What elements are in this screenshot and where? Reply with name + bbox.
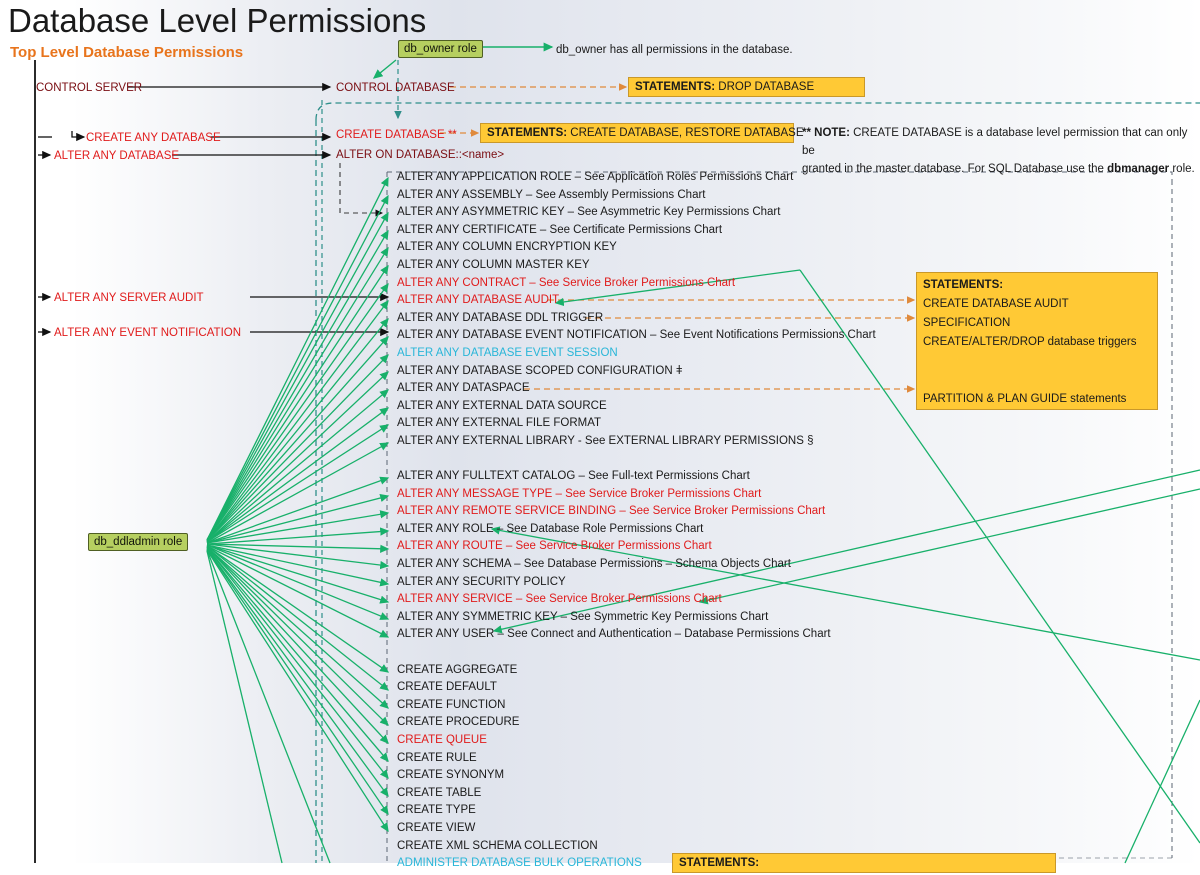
permission-list <box>397 171 876 875</box>
permission-item: ALTER ANY DATABASE DDL TRIGGER <box>397 311 604 324</box>
permission-item: ALTER ANY REMOTE SERVICE BINDING – See Service Broker Permissions Chart <box>397 505 826 518</box>
section-subtitle: Top Level Database Permissions <box>10 44 244 61</box>
permission-spacer <box>397 646 876 664</box>
server-perm-create-any-database: CREATE ANY DATABASE <box>86 132 221 144</box>
db-perm-control-database: CONTROL DATABASE <box>336 82 455 94</box>
statements-value: DROP DATABASE <box>715 81 815 93</box>
db-perm-alter-on-database: ALTER ON DATABASE::<name> <box>336 149 505 161</box>
create-database-note <box>802 124 1198 178</box>
permission-item: ALTER ANY ASSEMBLY – See Assembly Permissions Chart <box>397 188 706 201</box>
permission-item: CREATE XML SCHEMA COLLECTION <box>397 839 598 852</box>
statements-value: CREATE DATABASE, RESTORE DATABASE <box>567 127 804 139</box>
statements-line-2: CREATE/ALTER/DROP database triggers <box>923 336 1137 348</box>
permission-item: ALTER ANY DATABASE EVENT SESSION <box>397 346 618 359</box>
note-label: ** NOTE: <box>802 127 850 139</box>
server-perm-control-server: CONTROL SERVER <box>36 82 143 94</box>
permission-item: ALTER ANY CONTRACT – See Service Broker Permissions Chart <box>397 276 736 289</box>
statements-spacer-1 <box>923 352 1151 371</box>
statements-label: STATEMENTS: <box>635 81 716 93</box>
permission-item: ALTER ANY SECURITY POLICY <box>397 575 566 588</box>
note-line2b: role. <box>1169 163 1195 175</box>
permission-item: CREATE PROCEDURE <box>397 716 520 729</box>
left-axis-bar <box>34 60 36 863</box>
statements-audit-box <box>916 272 1158 410</box>
permission-item: ALTER ANY COLUMN MASTER KEY <box>397 258 590 271</box>
permission-item: ALTER ANY EXTERNAL FILE FORMAT <box>397 417 602 430</box>
permission-item: CREATE TYPE <box>397 804 476 817</box>
permission-item: ALTER ANY DATABASE EVENT NOTIFICATION – See Event Notifications Permissions Chart <box>397 329 876 342</box>
role-db-ddladmin[interactable]: db_ddladmin role <box>88 533 188 551</box>
permission-item: CREATE FUNCTION <box>397 698 506 711</box>
permission-item: ALTER ANY USER – See Connect and Authentication – Database Permissions Chart <box>397 628 831 641</box>
permission-item: CREATE DEFAULT <box>397 681 497 694</box>
permission-item: CREATE VIEW <box>397 821 476 834</box>
note-line1: CREATE DATABASE is a database level permission that can only be <box>802 127 1188 157</box>
permission-item: ALTER ANY CERTIFICATE – See Certificate Permissions Chart <box>397 223 723 236</box>
permission-item: ALTER ANY COLUMN ENCRYPTION KEY <box>397 241 617 254</box>
permission-item: CREATE SYNONYM <box>397 769 505 782</box>
permission-item: ALTER ANY ROUTE – See Service Broker Permissions Chart <box>397 540 712 553</box>
permission-item: ALTER ANY DATABASE SCOPED CONFIGURATION ǂ <box>397 364 683 377</box>
permission-item: ALTER ANY APPLICATION ROLE – See Application Roles Permissions Chart <box>397 171 794 183</box>
statements-line-5: PARTITION & PLAN GUIDE statements <box>923 393 1127 405</box>
permission-item: ALTER ANY SCHEMA – See Database Permissions – Schema Objects Chart <box>397 558 791 571</box>
db-owner-note: db_owner has all permissions in the database. <box>556 44 793 56</box>
server-perm-alter-any-server-audit: ALTER ANY SERVER AUDIT <box>54 292 204 304</box>
statements-label: STATEMENTS: <box>487 127 568 139</box>
permission-item: ALTER ANY SYMMETRIC KEY – See Symmetric Key Permissions Chart <box>397 610 769 623</box>
permission-spacer <box>397 453 876 471</box>
permission-item: CREATE RULE <box>397 751 477 764</box>
statements-spacer-2 <box>923 371 1151 390</box>
statements-label: STATEMENTS: <box>923 279 1004 291</box>
server-perm-alter-any-event-notification: ALTER ANY EVENT NOTIFICATION <box>54 327 242 339</box>
permission-item: ALTER ANY ROLE – See Database Role Permissions Chart <box>397 522 704 535</box>
permission-item: ALTER ANY ASYMMETRIC KEY – See Asymmetric Key Permissions Chart <box>397 206 781 219</box>
page-title: Database Level Permissions <box>8 2 427 39</box>
permission-item: ALTER ANY MESSAGE TYPE – See Service Broker Permissions Chart <box>397 487 762 500</box>
permission-item: CREATE TABLE <box>397 786 482 799</box>
note-line2a: granted in the master database. For SQL Database use the <box>802 163 1108 175</box>
statements-line-1: CREATE DATABASE AUDIT SPECIFICATION <box>923 298 1069 329</box>
permission-item: CREATE AGGREGATE <box>397 663 518 676</box>
db-perm-create-database: CREATE DATABASE ** <box>336 129 457 141</box>
permission-item: CREATE QUEUE <box>397 734 487 746</box>
statements-drop-database <box>628 77 865 97</box>
permission-item: ALTER ANY DATABASE AUDIT <box>397 294 560 307</box>
permission-item: ALTER ANY EXTERNAL LIBRARY - See EXTERNAL LIBRARY PERMISSIONS § <box>397 434 814 447</box>
statements-label: STATEMENTS: <box>679 857 760 869</box>
permission-item: ALTER ANY DATASPACE <box>397 382 530 395</box>
server-perm-alter-any-database: ALTER ANY DATABASE <box>54 150 180 162</box>
note-bold-role: dbmanager <box>1107 163 1170 175</box>
permission-item: ADMINISTER DATABASE BULK OPERATIONS <box>397 857 642 870</box>
permission-item: ALTER ANY EXTERNAL DATA SOURCE <box>397 399 607 412</box>
permission-item: ALTER ANY FULLTEXT CATALOG – See Full-text Permissions Chart <box>397 470 750 483</box>
role-db-owner[interactable]: db_owner role <box>398 40 483 58</box>
permission-item: ALTER ANY SERVICE – See Service Broker Permissions Chart <box>397 593 722 606</box>
statements-create-database <box>480 123 804 143</box>
